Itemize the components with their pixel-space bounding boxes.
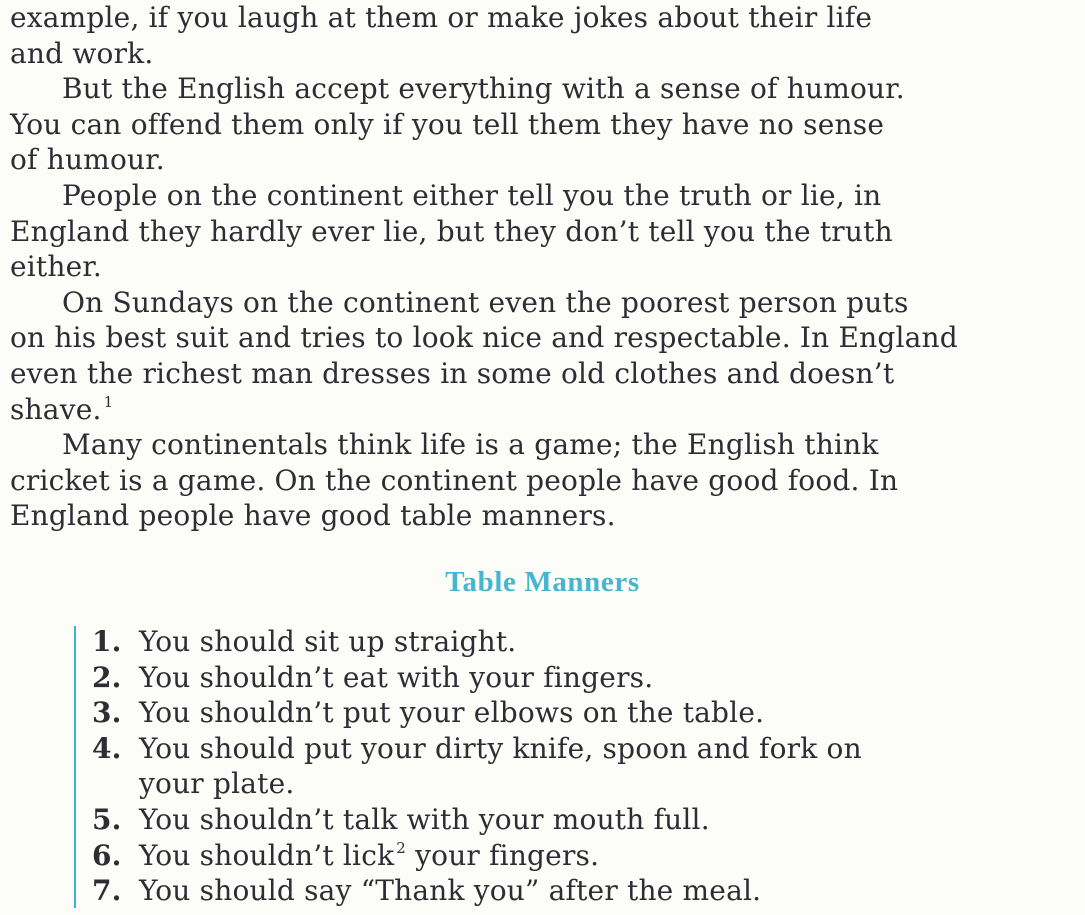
passage-text: of humour. — [10, 143, 165, 177]
item-text: You should put your dirty knife, spoon and fork on — [139, 731, 862, 765]
item-text: You should say “Thank you” after the meal. — [139, 874, 762, 908]
passage-text: even the richest man dresses in some old clothes and doesn’t — [10, 356, 895, 390]
passage-text: England people have good table manners. — [10, 499, 616, 533]
item-text: You shouldn’t put your elbows on the table. — [139, 696, 765, 730]
list-item — [92, 624, 1062, 660]
list-item — [92, 838, 1062, 874]
item-text-continued: your plate. — [139, 767, 295, 801]
item-number: 3. — [92, 696, 122, 730]
passage-line — [10, 356, 1074, 392]
item-number: 6. — [92, 838, 122, 872]
passage-text: You can offend them only if you tell them they have no sense — [10, 107, 885, 141]
passage-text: On Sundays on the continent even the poorest person puts — [62, 285, 909, 319]
passage-line — [10, 214, 1074, 250]
passage-text: example, if you laugh at them or make jokes about their life — [10, 1, 873, 34]
paragraph-start — [10, 427, 1074, 463]
passage-text: either. — [10, 250, 102, 284]
passage-line — [10, 463, 1074, 499]
item-number: 7. — [92, 874, 122, 908]
item-text-block — [139, 731, 1062, 802]
passage-text: and work. — [10, 36, 154, 70]
passage-line — [10, 392, 1074, 428]
item-number: 1. — [92, 625, 122, 658]
reading-passage — [10, 0, 1074, 534]
passage-line — [10, 0, 1074, 36]
item-text: You should sit up straight. — [139, 625, 517, 658]
passage-line — [10, 249, 1074, 285]
passage-text: England they hardly ever lie, but they don’t tell you the truth — [10, 214, 893, 248]
item-number: 4. — [92, 731, 122, 765]
list-item — [92, 660, 1062, 696]
passage-text: People on the continent either tell you the truth or lie, in — [62, 178, 882, 212]
paragraph-start — [10, 285, 1074, 321]
item-text: You shouldn’t talk with your mouth full. — [139, 802, 710, 836]
passage-line — [10, 142, 1074, 178]
item-text-continued: your fingers. — [406, 838, 600, 872]
footnote-marker: 2 — [396, 838, 407, 857]
passage-line — [10, 107, 1074, 143]
item-text: You shouldn’t lick — [139, 838, 395, 872]
paragraph-start — [10, 71, 1074, 107]
list-item — [92, 873, 1062, 909]
item-text-block — [139, 838, 1062, 874]
footnote-marker: 1 — [103, 392, 114, 411]
passage-line — [10, 320, 1074, 356]
list-item — [92, 802, 1062, 838]
passage-text: on his best suit and tries to look nice and respectable. In England — [10, 321, 958, 355]
item-number: 2. — [92, 660, 122, 694]
item-number: 5. — [92, 802, 122, 836]
passage-line — [10, 36, 1074, 72]
passage-text: But the English accept everything with a sense of humour. — [62, 72, 905, 106]
list-item — [92, 695, 1062, 731]
passage-text: shave. — [10, 392, 102, 426]
passage-text: cricket is a game. On the continent people have good food. In — [10, 463, 899, 497]
section-title: Table Manners — [445, 566, 640, 598]
paragraph-start — [10, 178, 1074, 214]
list-item — [92, 731, 1062, 802]
item-text: You shouldn’t eat with your fingers. — [139, 660, 654, 694]
table-manners-list — [92, 624, 1062, 909]
list-margin-rule — [74, 626, 76, 908]
passage-line — [10, 498, 1074, 534]
passage-text: Many continentals think life is a game; the English think — [62, 428, 879, 462]
